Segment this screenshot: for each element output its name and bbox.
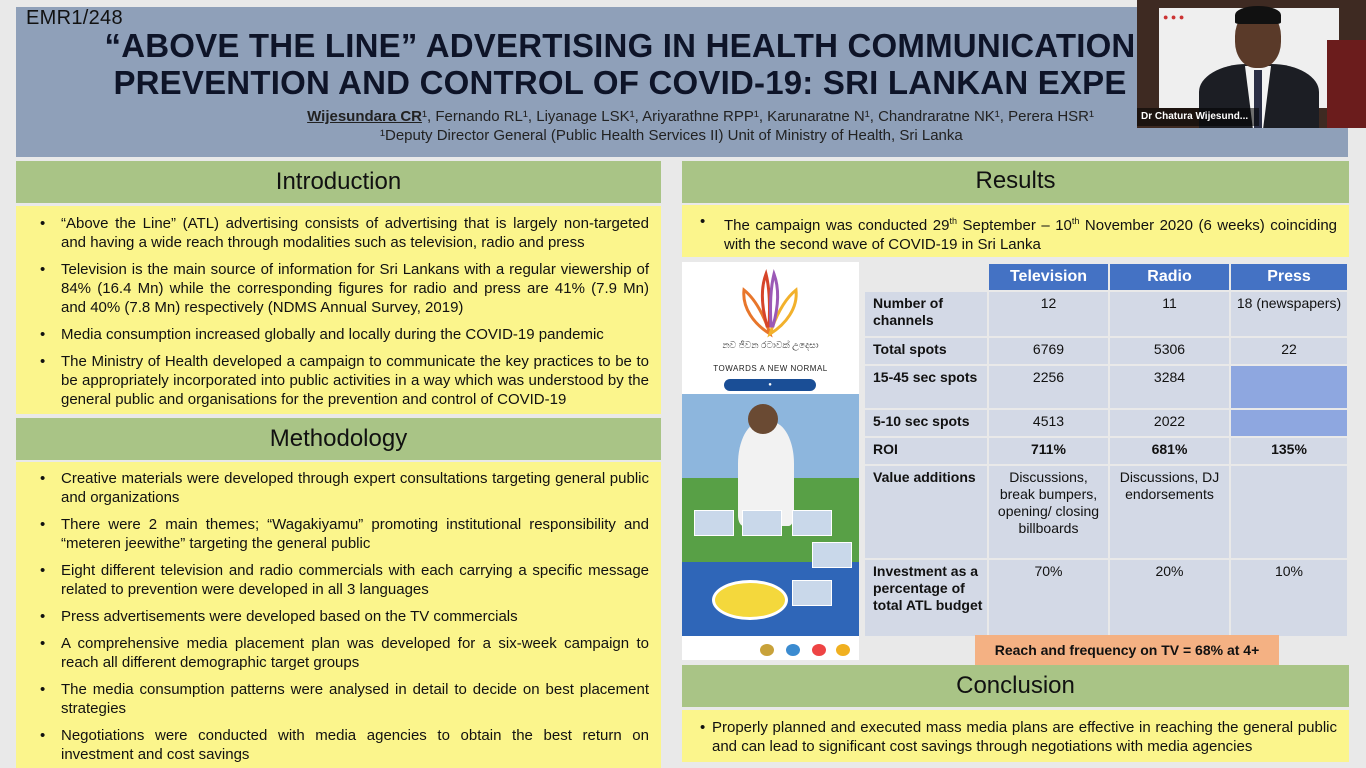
video-logos-icon: ● ● ● — [1163, 12, 1185, 22]
row-label: 15-45 sec spots — [865, 366, 987, 408]
table-header-row — [865, 264, 1347, 290]
row-label: Investment as a percentage of total ATL budget — [865, 560, 987, 636]
results-heading: Results — [682, 161, 1349, 203]
abstract-code: EMR1/248 — [26, 7, 123, 29]
speaker-hair — [1235, 6, 1281, 24]
praying-hands-icon — [734, 268, 806, 338]
list-item: • Creative materials were developed through expert consultations targeting general public and organizations — [32, 469, 649, 507]
table-corner — [865, 264, 987, 290]
results-table — [863, 262, 1349, 638]
partner-logo-icon — [836, 644, 850, 656]
list-item: • Press advertisements were developed based on the TV commercials — [32, 607, 649, 626]
cell-tv: 2256 — [989, 366, 1108, 408]
cell-radio: 681% — [1110, 438, 1229, 464]
list-item: • Negotiations were conducted with media agencies to obtain the best return on investment and cost savings — [32, 726, 649, 764]
list-item: • The campaign was conducted 29th September – 10th November 2020 (6 weeks) coinciding with the second wave of COVID-19 in Sri Lanka — [692, 212, 1337, 254]
table-row — [865, 410, 1347, 436]
video-curtain — [1327, 40, 1366, 128]
row-label: Number of channels — [865, 292, 987, 336]
speaker-video[interactable] — [1137, 0, 1366, 128]
affiliation: ¹Deputy Director General (Public Health Services II) Unit of Ministry of Health, Sri Lanka — [380, 127, 963, 144]
list-item: • The media consumption patterns were analysed in detail to decide on best placement strategies — [32, 680, 649, 718]
campaign-poster-image — [682, 262, 859, 660]
poster-sinhala-text: නව ජීවන රටාවක් උදෙසා — [722, 340, 819, 350]
conclusion-heading: Conclusion — [682, 665, 1349, 707]
table-row — [865, 560, 1347, 636]
poster-pill-icon: ● — [724, 379, 816, 391]
speaker-name-label: Dr Chatura Wijesund... — [1137, 108, 1259, 126]
poster-tile — [812, 542, 852, 568]
list-item: • The Ministry of Health developed a campaign to communicate the key practices to be to be appropriately incorporated into public activities in a way which was understood by the general public and organisations for the prevention and control of COVID-19 — [32, 352, 649, 409]
emblem-icon — [760, 644, 774, 656]
title-line-2: PREVENTION AND CONTROL OF COVID-19: SRI LANKAN EXPE — [113, 64, 1127, 101]
lead-author: Wijesundara CR — [307, 108, 423, 125]
list-item: • There were 2 main themes; “Wagakiyamu” promoting institutional responsibility and “meteren jeewithe” targeting the general public — [32, 515, 649, 553]
column-header-press: Press — [1231, 264, 1347, 290]
introduction-box — [16, 206, 661, 414]
cell-press: 135% — [1231, 438, 1347, 464]
co-authors: ¹, Fernando RL¹, Liyanage LSK¹, Ariyarathne RPP¹, Karunaratne N¹, Chandraratne NK¹, Perera HSR¹ — [422, 108, 1094, 125]
cell-tv: 4513 — [989, 410, 1108, 436]
results-list — [692, 212, 1337, 254]
cell-press: 10% — [1231, 560, 1347, 636]
poster-campaign-logo-icon — [712, 580, 788, 620]
cell-radio: 3284 — [1110, 366, 1229, 408]
introduction-heading: Introduction — [16, 161, 661, 203]
cell-press: 18 (newspapers) — [1231, 292, 1347, 336]
title-line-1: “ABOVE THE LINE” ADVERTISING IN HEALTH COMMUNICATION — [104, 27, 1136, 64]
poster-tile — [742, 510, 782, 536]
row-label: Total spots — [865, 338, 987, 364]
list-item: • Television is the main source of information for Sri Lankans with a regular viewership of 84% (16.4 Mn) while the corresponding figures for radio and press are 41% (7.9 Mn) and 40% (7.8 Mn) respectively (NDMS Annual Survey, 2019) — [32, 260, 649, 317]
cell-radio: 5306 — [1110, 338, 1229, 364]
cell-radio: 2022 — [1110, 410, 1229, 436]
poster-tile — [792, 580, 832, 606]
who-icon — [786, 644, 800, 656]
poster-tagline: TOWARDS A NEW NORMAL — [713, 364, 828, 373]
cell-radio: 20% — [1110, 560, 1229, 636]
poster-photo — [682, 394, 859, 562]
poster-tile — [792, 510, 832, 536]
row-label: 5-10 sec spots — [865, 410, 987, 436]
cell-tv: 12 — [989, 292, 1108, 336]
table-row — [865, 292, 1347, 336]
cell-tv: 70% — [989, 560, 1108, 636]
results-box — [682, 205, 1349, 257]
poster-tile — [694, 510, 734, 536]
methodology-box — [16, 462, 661, 768]
column-header-television: Television — [989, 264, 1108, 290]
cell-press — [1231, 410, 1347, 436]
unicef-icon — [812, 644, 826, 656]
introduction-list — [32, 214, 649, 409]
conclusion-box — [682, 710, 1349, 762]
list-item: • Media consumption increased globally and locally during the COVID-19 pandemic — [32, 325, 649, 344]
cell-tv: Discussions, break bumpers, opening/ closing billboards — [989, 466, 1108, 558]
table-row — [865, 338, 1347, 364]
table-row — [865, 366, 1347, 408]
cell-press — [1231, 466, 1347, 558]
list-item: • “Above the Line” (ATL) advertising consists of advertising that is largely non-targeted and having a wide reach through modalities such as television, radio and press — [32, 214, 649, 252]
cell-radio: Discussions, DJ endorsements — [1110, 466, 1229, 558]
row-label: Value additions — [865, 466, 987, 558]
authors-line — [40, 108, 1160, 125]
column-header-radio: Radio — [1110, 264, 1229, 290]
poster-child-head — [748, 404, 778, 434]
list-item: • Eight different television and radio commercials with each carrying a specific message related to prevention were developed in all 3 languages — [32, 561, 649, 599]
reach-frequency-callout: Reach and frequency on TV = 68% at 4+ — [975, 635, 1279, 665]
cell-tv: 6769 — [989, 338, 1108, 364]
methodology-list — [32, 469, 649, 764]
list-item: • Properly planned and executed mass media plans are effective in reaching the general public and can lead to significant cost savings through negotiations with media agencies — [692, 718, 1337, 756]
table-row — [865, 438, 1347, 464]
cell-tv: 711% — [989, 438, 1108, 464]
methodology-heading: Methodology — [16, 418, 661, 460]
cell-press: 22 — [1231, 338, 1347, 364]
list-item: • A comprehensive media placement plan was developed for a six-week campaign to reach all different demographic target groups — [32, 634, 649, 672]
table-row — [865, 466, 1347, 558]
conclusion-list — [692, 718, 1337, 756]
cell-press — [1231, 366, 1347, 408]
cell-radio: 11 — [1110, 292, 1229, 336]
row-label: ROI — [865, 438, 987, 464]
poster-title — [40, 27, 1160, 101]
